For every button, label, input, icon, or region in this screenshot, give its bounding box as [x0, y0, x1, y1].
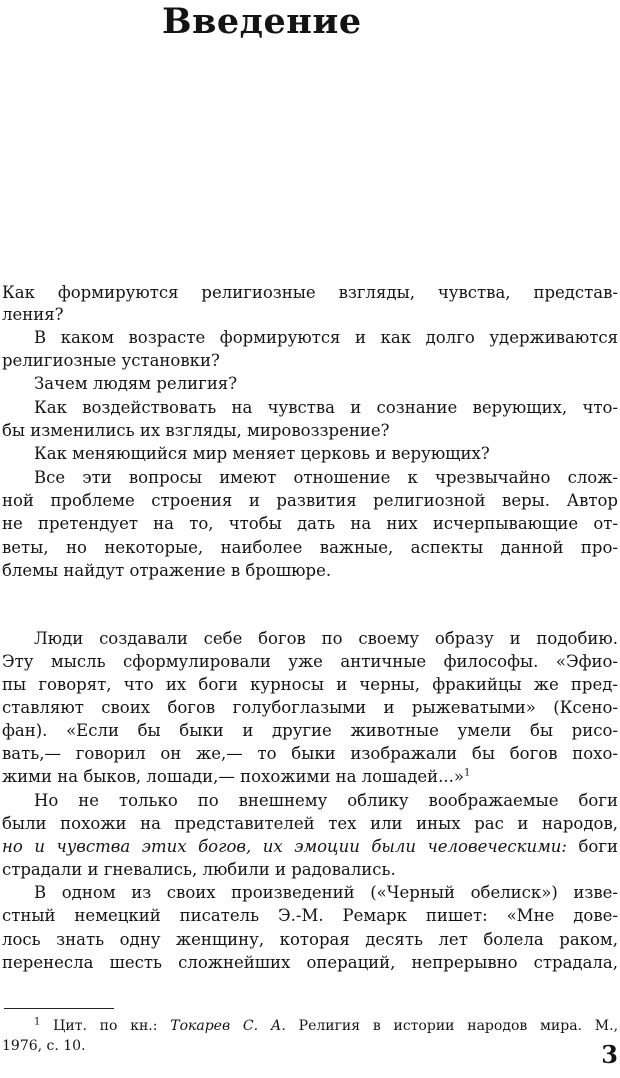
body-line-15: перенесла шесть сложнейших операций, непрерывно страдала,: [2, 953, 618, 972]
page-number: 3: [601, 1040, 618, 1069]
footnote-marker: 1: [34, 1016, 41, 1028]
intro-line-13: блемы найдут отражение в брошюре.: [2, 561, 332, 580]
body-line-4: ставляют своих богов голубоглазыми и рыжеватыми» (Ксено-: [2, 698, 618, 717]
body-line-1: Люди создавали себе богов по своему образу и подобию.: [34, 629, 618, 648]
body-line-13: стный немецкий писатель Э.-М. Ремарк пишет: «Мне дове-: [2, 906, 618, 925]
body-line-10-tail: боги: [578, 837, 619, 856]
intro-line-5: Зачем людям религия?: [34, 374, 238, 393]
intro-line-3: В каком возрасте формируются и как долго удерживаются: [34, 328, 618, 347]
body-line-9: были похожи на представителей тех или иных рас и народов,: [2, 814, 618, 833]
body-line-10: [2, 836, 618, 858]
intro-line-2: ления?: [2, 305, 64, 324]
footnote-line-1: [34, 1016, 618, 1036]
body-line-2: Эту мысль сформулировали уже античные философы. «Эфио-: [2, 652, 618, 671]
body-line-10-italic: но и чувства этих богов, их эмоции были человеческими:: [2, 837, 567, 856]
body-line-14: лось знать одну женщину, которая десять лет болела раком,: [2, 930, 618, 949]
body-line-12: В одном из своих произведений («Черный обелиск») изве-: [34, 883, 618, 902]
footnote-text-post: Религия в истории народов мира. М.,: [298, 1018, 619, 1034]
footnote-ref: 1: [464, 767, 471, 779]
footnote-author: Токарев С. А.: [170, 1018, 286, 1034]
body-line-8: Но не только по внешнему облику воображаемые боги: [34, 791, 618, 810]
intro-line-11: не претендует на то, чтобы дать на них исчерпывающие от-: [2, 514, 618, 533]
body-line-11: страдали и гневались, любили и радовались.: [2, 860, 396, 879]
body-line-3: пы говорят, что их боги курносы и черны, фракийцы же пред-: [2, 675, 618, 694]
body-line-7: [2, 766, 618, 788]
body-line-7-text: жими на быков, лошади,— похожими на лошадей...»: [2, 767, 465, 786]
intro-line-12: веты, но некоторые, наиболее важные, аспекты данной про-: [2, 538, 618, 557]
intro-line-4: религиозные установки?: [2, 351, 220, 370]
intro-line-7: бы изменились их взгляды, мировоззрение?: [2, 421, 390, 440]
body-line-6: вать,— говорил он же,— то быки изображали бы богов похо-: [2, 744, 618, 763]
page-heading: Введение: [162, 1, 362, 42]
footnote-text-pre: Цит. по кн.:: [53, 1018, 158, 1034]
intro-line-6: Как воздействовать на чувства и сознание верующих, что-: [34, 398, 618, 417]
footnote-line-2: 1976, с. 10.: [2, 1038, 86, 1054]
intro-line-8: Как меняющийся мир меняет церковь и верующих?: [34, 444, 490, 463]
intro-line-9: Все эти вопросы имеют отношение к чрезвычайно слож-: [34, 468, 618, 487]
body-line-5: фан). «Если бы быки и другие животные умели бы рисо-: [2, 721, 618, 740]
footnote-rule: [4, 1008, 114, 1009]
intro-line-10: ной проблеме строения и развития религиозной веры. Автор: [2, 491, 618, 510]
intro-line-1: Как формируются религиозные взгляды, чувства, представ-: [2, 283, 618, 302]
